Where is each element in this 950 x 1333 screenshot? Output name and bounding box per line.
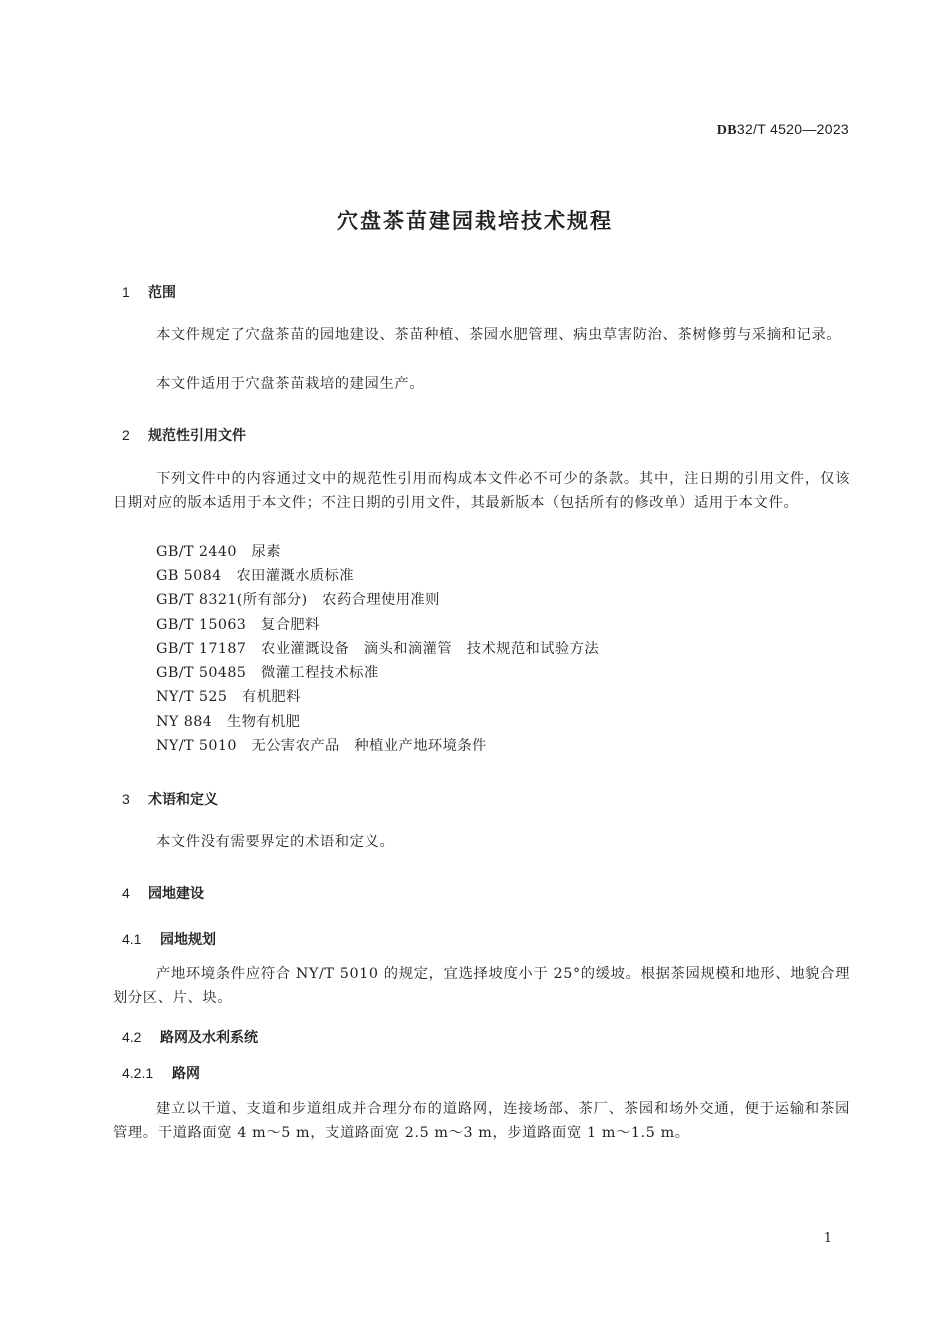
reference-item: NY/T 5010 无公害农产品 种植业产地环境条件 <box>156 738 487 754</box>
standard-code-prefix: DB <box>716 123 737 138</box>
section-title: 术语和定义 <box>148 792 218 808</box>
section-4-1-paragraph-1: 产地环境条件应符合 NY/T 5010 的规定，宜选择坡度小于 25°的缓坡。根据茶园规模和地形、地貌合理划分区、片、块。 <box>113 966 850 1006</box>
section-2-paragraph-1: 下列文件中的内容通过文中的规范性引用而构成本文件必不可少的条款。其中，注日期的引用文件，仅该日期对应的版本适用于本文件；不注日期的引用文件，其最新版本（包括所有的修改单）适用于本文件。 <box>113 471 850 511</box>
section-2-heading <box>122 425 246 445</box>
section-4-2-1-paragraph-1: 建立以干道、支道和步道组成并合理分布的道路网，连接场部、茶厂、茶园和场外交通，便于运输和茶园管理。干道路面宽 4 m～5 m，支道路面宽 2.5 m～3 m，步道路面宽 1 m～1.5 m。 <box>113 1101 850 1141</box>
standard-code <box>717 121 849 139</box>
section-4-1-heading <box>122 929 216 949</box>
section-number: 4.2 <box>122 1029 142 1045</box>
reference-item: GB/T 15063 复合肥料 <box>156 617 320 633</box>
section-4-2-heading <box>122 1027 258 1047</box>
reference-item: NY/T 525 有机肥料 <box>156 689 301 705</box>
reference-item: GB/T 2440 尿素 <box>156 544 281 560</box>
section-1-paragraph-1: 本文件规定了穴盘茶苗的园地建设、茶苗种植、茶园水肥管理、病虫草害防治、茶树修剪与采摘和记录。 <box>156 327 842 343</box>
section-title: 路网及水利系统 <box>160 1030 258 1046</box>
section-number: 1 <box>122 284 130 300</box>
reference-item: GB 5084 农田灌溉水质标准 <box>156 568 354 584</box>
section-number: 2 <box>122 427 130 443</box>
section-title: 规范性引用文件 <box>148 428 246 444</box>
section-number: 4 <box>122 885 130 901</box>
section-title: 路网 <box>172 1066 200 1082</box>
reference-item: GB/T 8321(所有部分) 农药合理使用准则 <box>156 592 440 608</box>
reference-item: NY 884 生物有机肥 <box>156 714 301 730</box>
standard-code-number: 32/T 4520—2023 <box>736 121 849 137</box>
section-number: 3 <box>122 791 130 807</box>
section-4-2-1-heading <box>122 1063 200 1083</box>
section-number: 4.1 <box>122 931 142 947</box>
section-title: 园地规划 <box>160 932 216 948</box>
section-number: 4.2.1 <box>122 1065 154 1081</box>
section-3-paragraph-1: 本文件没有需要界定的术语和定义。 <box>156 834 395 850</box>
section-3-heading <box>122 789 218 809</box>
document-title: 穴盘茶苗建园栽培技术规程 <box>337 209 613 233</box>
section-1-heading <box>122 282 176 302</box>
section-title: 园地建设 <box>148 886 204 902</box>
section-title: 范围 <box>148 285 176 301</box>
reference-item: GB/T 17187 农业灌溉设备 滴头和滴灌管 技术规范和试验方法 <box>156 641 600 657</box>
section-1-paragraph-2: 本文件适用于穴盘茶苗栽培的建园生产。 <box>156 376 425 392</box>
page-number: 1 <box>823 1231 832 1246</box>
section-4-heading <box>122 883 204 903</box>
reference-item: GB/T 50485 微灌工程技术标准 <box>156 665 379 681</box>
